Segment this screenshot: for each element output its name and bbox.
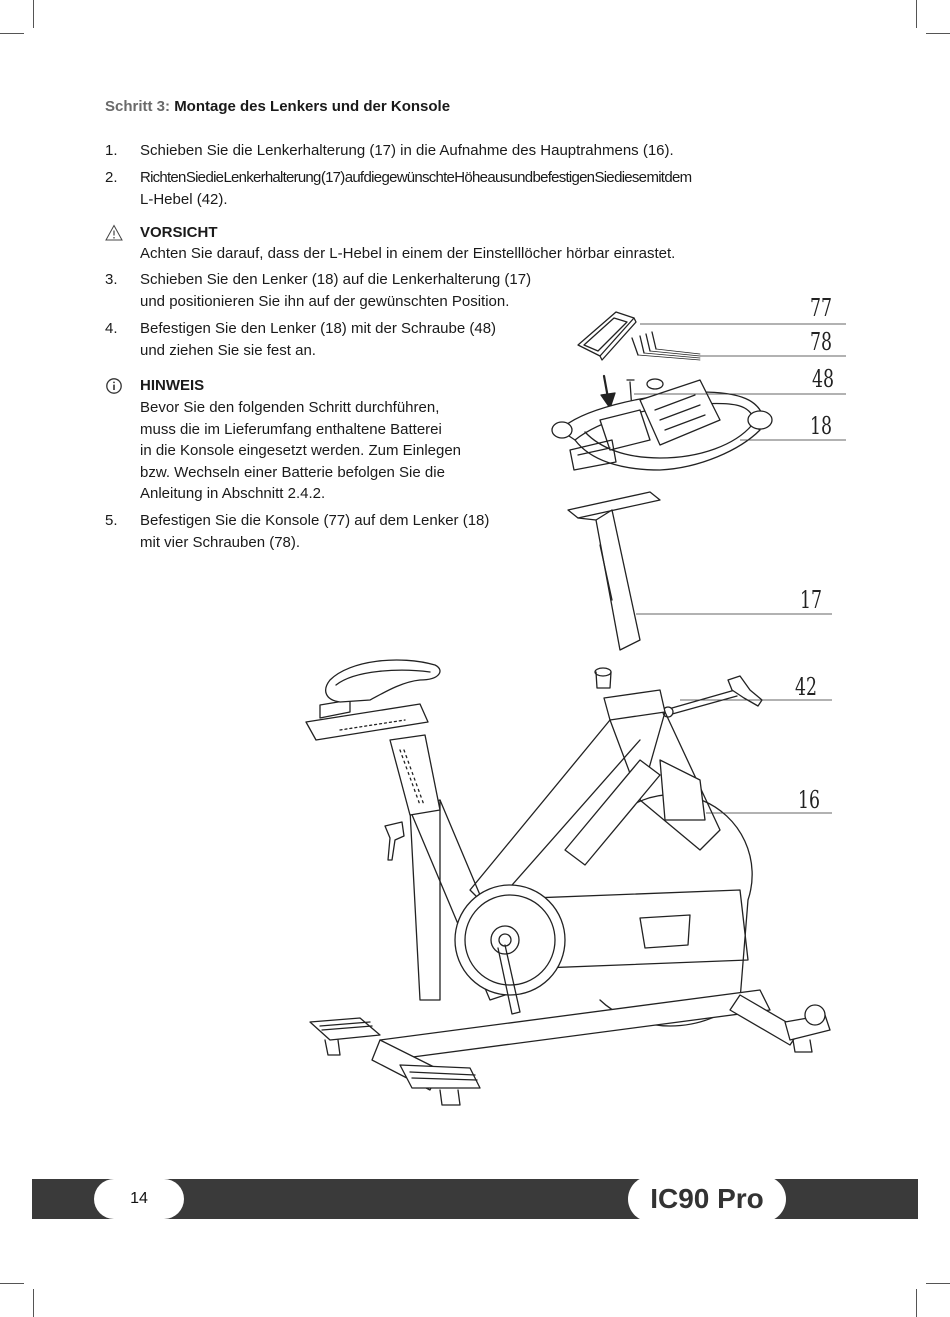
list-text: und ziehen Sie sie fest an. <box>140 342 316 359</box>
list-number: 3. <box>105 271 118 288</box>
hint-line: bzw. Wechseln einer Batterie befolgen Sie die <box>140 463 445 481</box>
list-text: Schieben Sie die Lenkerhalterung (17) in die Aufnahme des Hauptrahmens (16). <box>140 142 674 159</box>
list-number: 1. <box>105 142 118 159</box>
step-label: Schritt 3: <box>105 98 171 115</box>
callout-18: 18 <box>810 412 832 440</box>
front-foot <box>785 1005 830 1052</box>
hint-title: HINWEIS <box>140 377 205 394</box>
caution-text: Achten Sie darauf, dass der L-Hebel in einem der Einstelllöcher hörbar einrastet. <box>140 245 676 262</box>
handlebar-stem <box>568 492 660 650</box>
callout-16: 16 <box>798 786 820 814</box>
hint-line: in die Konsole eingesetzt werden. Zum Einlegen <box>140 442 462 459</box>
list-number: 4. <box>105 320 118 337</box>
handlebar-part <box>552 379 772 470</box>
list-text: und positionieren Sie ihn auf der gewünschten Position. <box>140 293 510 310</box>
hint-line: Anleitung in Abschnitt 2.4.2. <box>140 485 326 502</box>
knob <box>595 668 611 688</box>
hint-line: muss die im Lieferumfang enthaltene Batterei <box>140 420 442 438</box>
console-screws <box>632 332 700 360</box>
list-text: L-Hebel (42). <box>140 191 228 208</box>
hint-line: Bevor Sie den folgenden Schritt durchführen, <box>140 399 440 416</box>
callout-78: 78 <box>810 328 832 356</box>
caution-title: VORSICHT <box>140 224 218 241</box>
list-number: 2. <box>105 169 118 186</box>
list-text: Befestigen Sie die Konsole (77) auf dem Lenker (18) <box>140 512 490 529</box>
list-text: Befestigen Sie den Lenker (18) mit der Schraube (48) <box>140 320 497 337</box>
down-arrow <box>601 376 615 408</box>
step-title-text: Montage des Lenkers und der Konsole <box>174 98 451 115</box>
list-text: Schieben Sie den Lenker (18) auf die Lenkerhalterung (17) <box>140 271 532 288</box>
callout-42: 42 <box>795 673 817 701</box>
list-text: Richten Sie die Lenkerhalterung (17) auf die gewünschte Höhe aus und befestigen Sie diese mit dem <box>140 169 692 186</box>
list-number: 5. <box>105 512 118 529</box>
callout-77: 77 <box>810 294 832 322</box>
console-part <box>578 312 636 360</box>
main-frame <box>372 690 800 1090</box>
model-name: IC90 Pro <box>650 1183 764 1214</box>
callout-17: 17 <box>800 586 822 614</box>
list-text: mit vier Schrauben (78). <box>140 534 301 551</box>
callout-48: 48 <box>812 365 834 393</box>
page-number: 14 <box>130 1190 148 1207</box>
l-lever <box>663 676 762 717</box>
